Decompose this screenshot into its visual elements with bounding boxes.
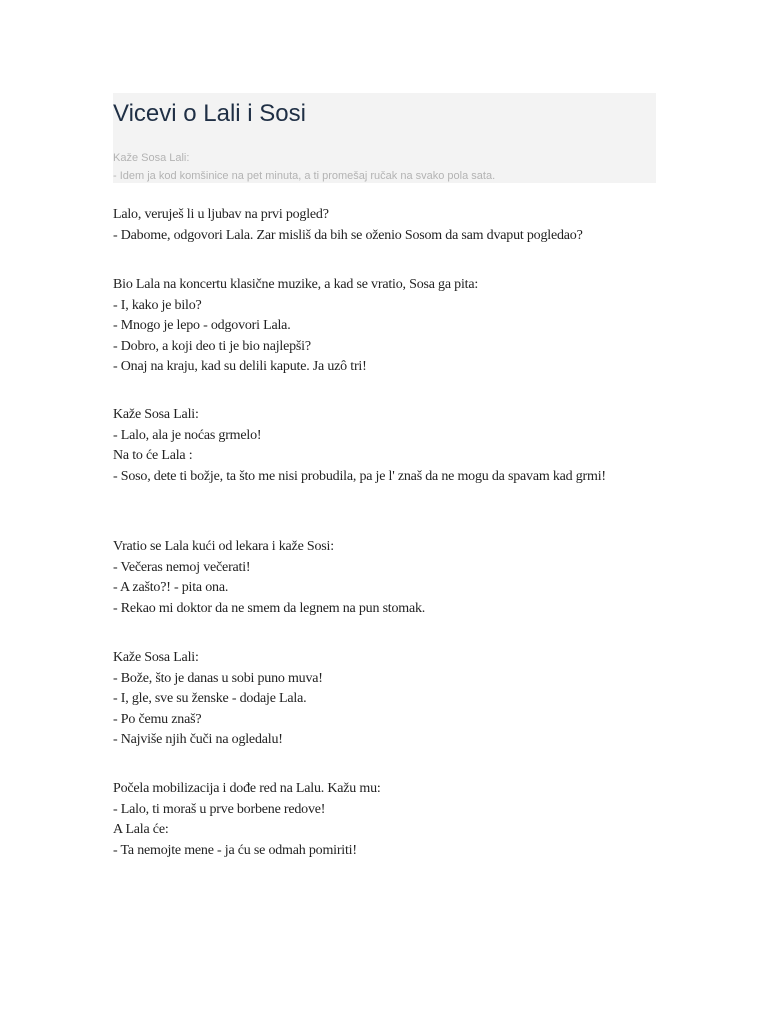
joke-line: - Ta nemojte mene - ja ću se odmah pomiriti! <box>113 842 357 858</box>
joke-paragraph <box>113 205 583 246</box>
intro-line: Kaže Sosa Lali: <box>113 152 190 164</box>
joke-line: Kaže Sosa Lali: <box>113 650 199 665</box>
joke-line: - Najviše njih čuči na ogledalu! <box>113 732 283 747</box>
joke-paragraph <box>113 405 606 487</box>
joke-line: - Dobro, a koji deo ti je bio najlepši? <box>113 338 311 354</box>
joke-line: Kaže Sosa Lali: <box>113 407 199 422</box>
joke-paragraph <box>113 275 478 378</box>
joke-line: - Soso, dete ti božje, ta što me nisi probudila, pa je l' znaš da ne mogu da spavam kad grmi! <box>113 468 606 484</box>
joke-line: - Dabome, odgovori Lala. Zar misliš da bih se oženio Sosom da sam dvaput pogledao? <box>113 227 583 243</box>
joke-line: Bio Lala na koncertu klasične muzike, a kad se vratio, Sosa ga pita: <box>113 277 479 292</box>
joke-line: - Mnogo je lepo - odgovori Lala. <box>113 318 291 333</box>
page-title: Vicevi o Lali i Sosi <box>113 100 306 127</box>
joke-paragraph <box>113 779 381 861</box>
joke-line: - Rekao mi doktor da ne smem da legnem na pun stomak. <box>113 600 426 616</box>
joke-line: Vratio se Lala kući od lekara i kaže Sosi: <box>113 539 334 554</box>
joke-line: Na to će Lala : <box>113 448 193 463</box>
joke-line: - Lalo, ti moraš u prve borbene redove! <box>113 801 326 817</box>
joke-line: A Lala će: <box>113 822 169 837</box>
joke-line: - Večeras nemoj večerati! <box>113 559 251 575</box>
joke-line: - I, kako je bilo? <box>113 297 202 313</box>
joke-paragraph <box>113 537 425 619</box>
joke-line: Lalo, veruješ li u ljubav na prvi pogled? <box>113 207 329 222</box>
intro-line: - Idem ja kod komšinice na pet minuta, a ti promešaj ručak na svako pola sata. <box>113 170 496 182</box>
joke-line: - I, gle, sve su ženske - dodaje Lala. <box>113 691 307 706</box>
joke-line: - A zašto?! - pita ona. <box>113 580 229 595</box>
intro-excerpt <box>113 149 495 185</box>
joke-paragraph <box>113 648 323 751</box>
joke-line: Počela mobilizacija i dođe red na Lalu. Kažu mu: <box>113 781 381 796</box>
joke-line: - Bože, što je danas u sobi puno muva! <box>113 670 323 686</box>
joke-line: - Onaj na kraju, kad su delili kapute. Ja uzô tri! <box>113 359 367 374</box>
joke-line: - Lalo, ala je noćas grmelo! <box>113 427 262 443</box>
joke-line: - Po čemu znaš? <box>113 711 202 727</box>
